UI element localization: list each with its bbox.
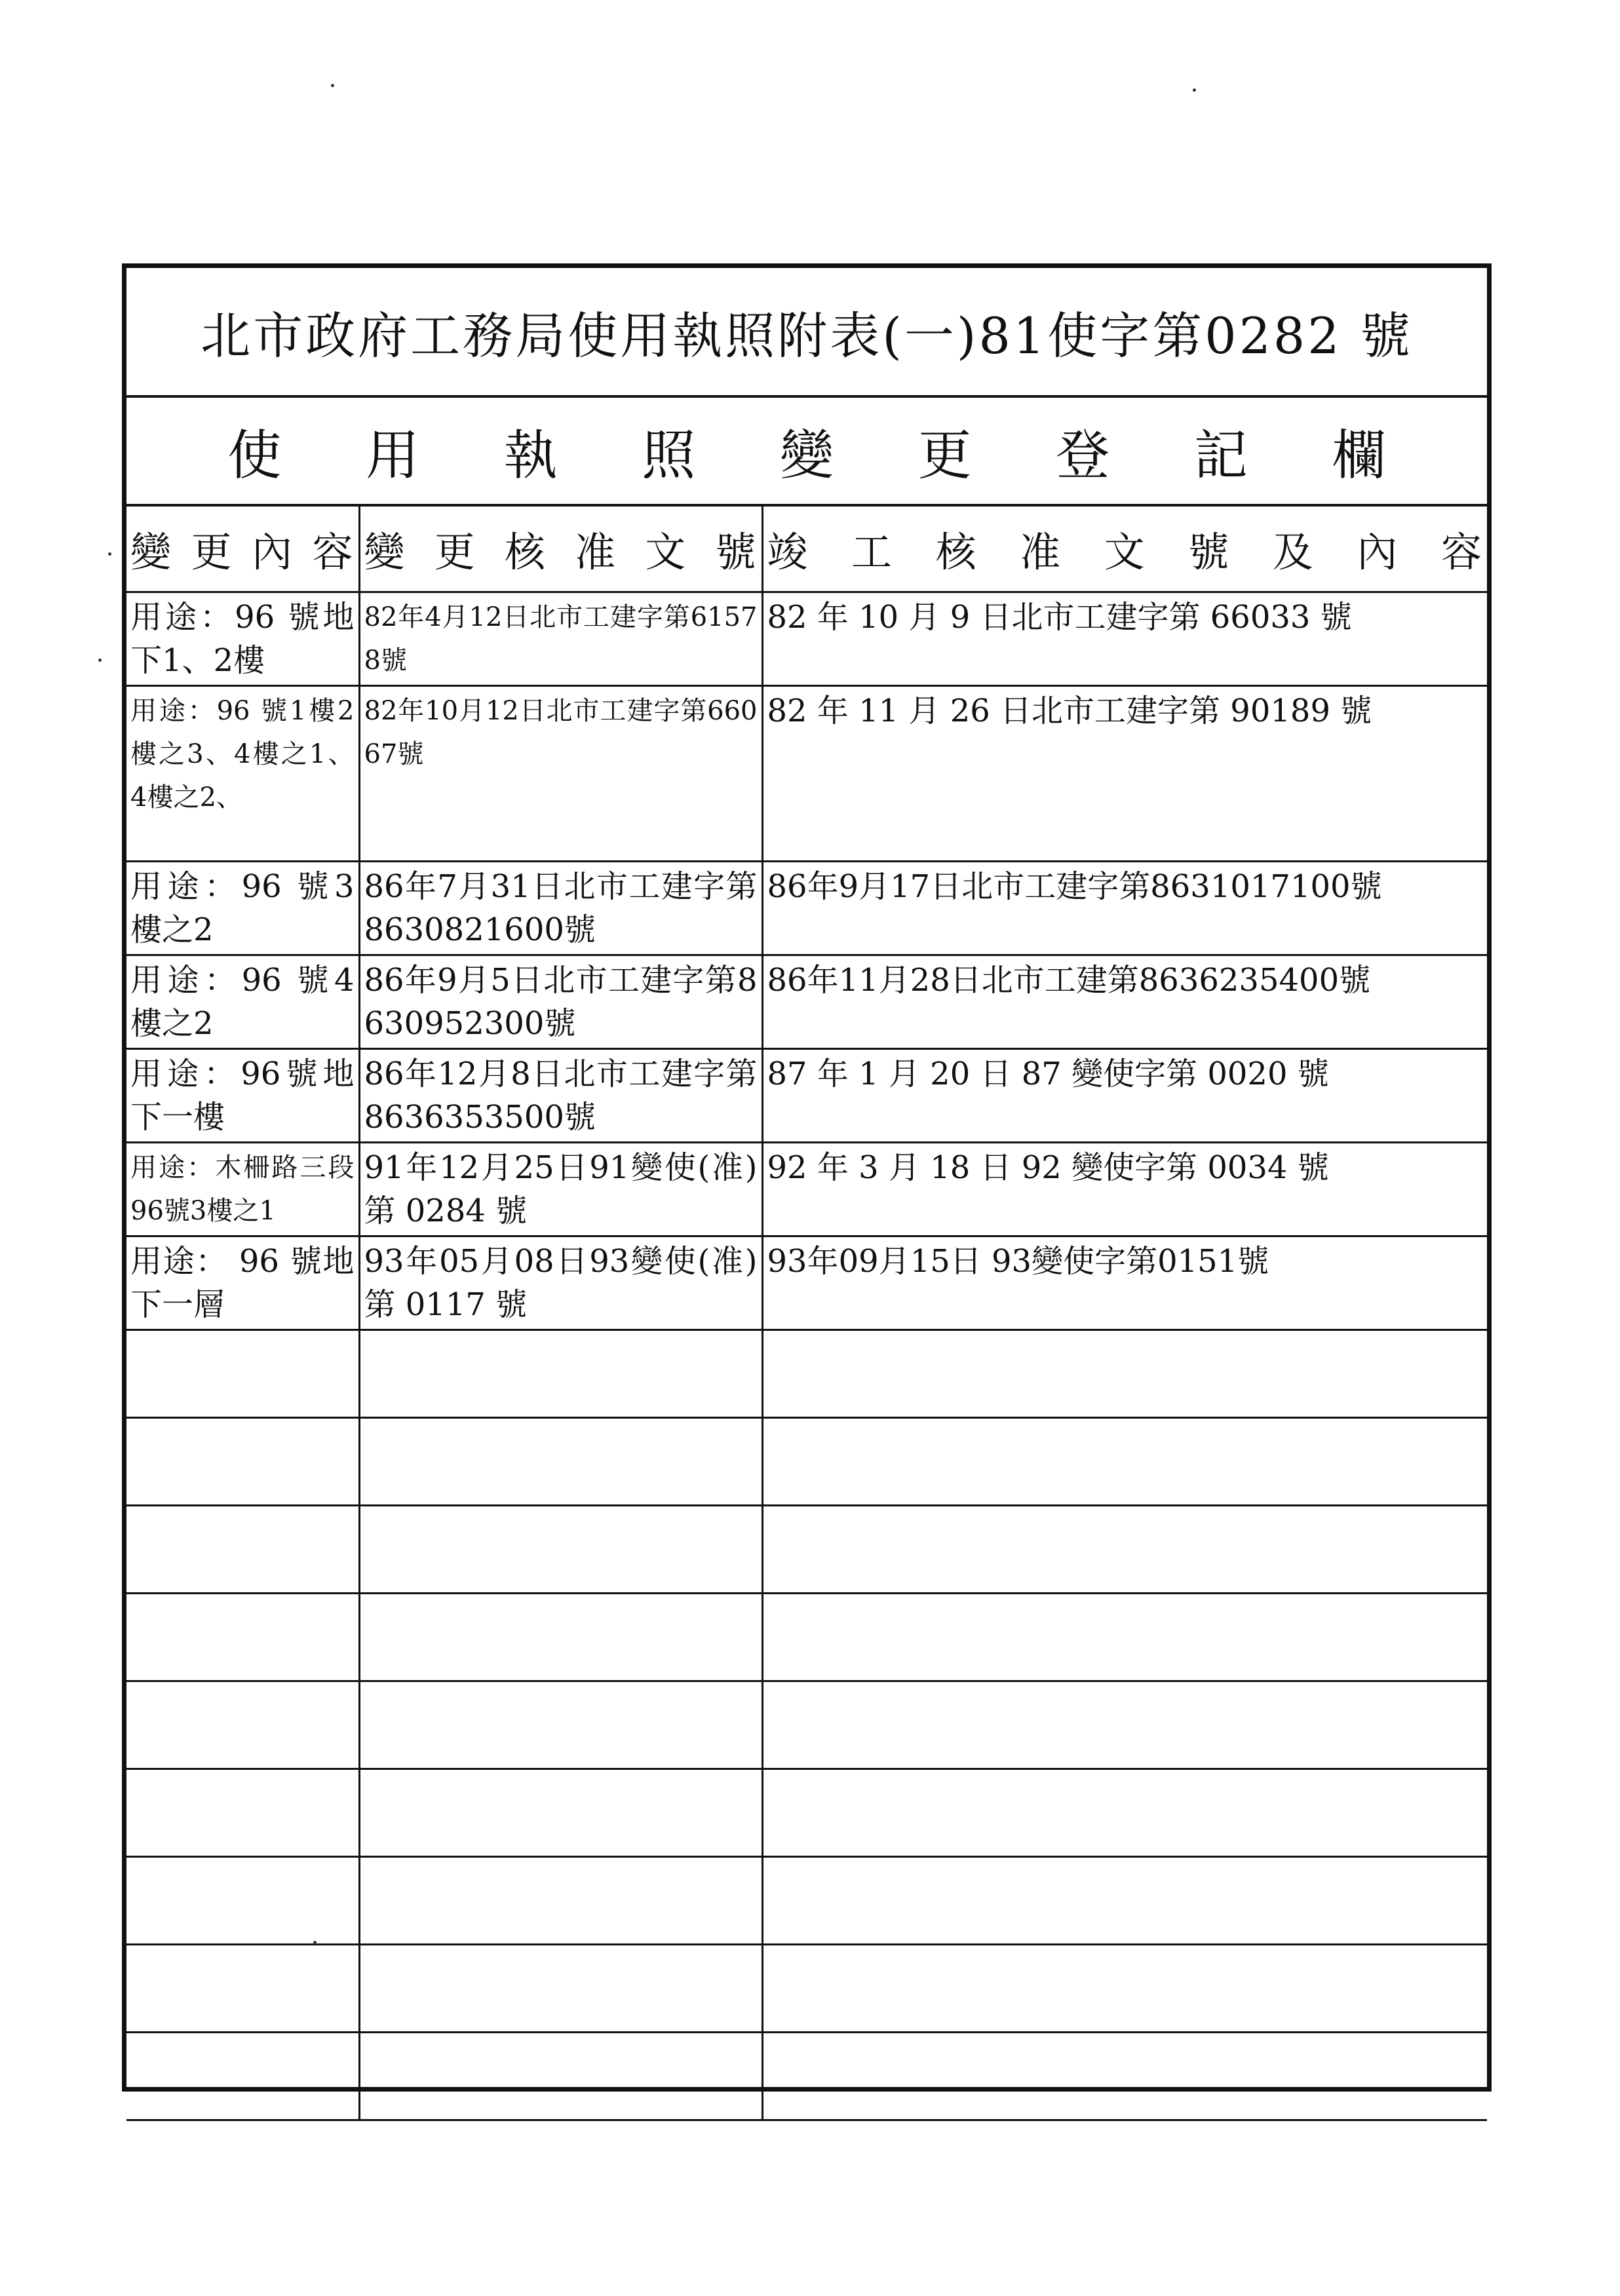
approval-number-cell: 82年4月12日北市工建字第61578號 bbox=[359, 592, 762, 685]
empty-table-row bbox=[126, 1417, 1487, 1505]
empty-cell bbox=[762, 1769, 1487, 1856]
table-row bbox=[126, 685, 1487, 861]
empty-cell bbox=[126, 1681, 359, 1769]
subtitle-char: 執 bbox=[503, 424, 558, 487]
empty-cell bbox=[359, 1505, 762, 1593]
change-content-cell: 用途：96 號1樓2樓之3、4樓之1、4樓之2、 bbox=[126, 685, 359, 861]
approval-number-cell: 93年05月08日93變使(准)第 0117 號 bbox=[359, 1236, 762, 1330]
form-subtitle bbox=[126, 398, 1487, 507]
empty-cell bbox=[126, 1856, 359, 1944]
approval-number-cell: 86年9月5日北市工建字第8630952300號 bbox=[359, 955, 762, 1048]
empty-cell bbox=[126, 1330, 359, 1417]
scan-speck bbox=[331, 84, 334, 87]
empty-cell bbox=[762, 1505, 1487, 1593]
empty-table-row bbox=[126, 1944, 1487, 2032]
empty-table-row bbox=[126, 1769, 1487, 1856]
table-row bbox=[126, 1236, 1487, 1330]
column-header-approval: 變更核准文號 bbox=[359, 507, 762, 592]
completion-cell: 93年09月15日 93變使字第0151號 bbox=[762, 1236, 1487, 1330]
subtitle-char: 照 bbox=[642, 424, 696, 487]
change-content-cell: 用途： 96 號地下一層 bbox=[126, 1236, 359, 1330]
empty-table-row bbox=[126, 1330, 1487, 1417]
table-row bbox=[126, 592, 1487, 685]
empty-cell bbox=[126, 1769, 359, 1856]
empty-table-row bbox=[126, 1856, 1487, 1944]
subtitle-char: 更 bbox=[917, 424, 972, 487]
completion-cell: 82 年 11 月 26 日北市工建字第 90189 號 bbox=[762, 685, 1487, 861]
empty-cell bbox=[762, 2032, 1487, 2120]
approval-number-cell: 91年12月25日91變使(准)第 0284 號 bbox=[359, 1142, 762, 1236]
change-content-cell: 用途：96 號3樓之2 bbox=[126, 861, 359, 955]
form-title-text: 北市政府工務局使用執照附表(一)81使字第0282 號 bbox=[201, 306, 1413, 365]
empty-cell bbox=[359, 2032, 762, 2120]
empty-table-row bbox=[126, 1593, 1487, 1681]
empty-cell bbox=[762, 1681, 1487, 1769]
empty-cell bbox=[359, 1944, 762, 2032]
approval-number-cell: 86年12月8日北市工建字第8636353500號 bbox=[359, 1048, 762, 1142]
completion-cell: 87 年 1 月 20 日 87 變使字第 0020 號 bbox=[762, 1048, 1487, 1142]
empty-cell bbox=[359, 1417, 762, 1505]
completion-cell: 86年11月28日北市工建第8636235400號 bbox=[762, 955, 1487, 1048]
empty-cell bbox=[762, 1856, 1487, 1944]
empty-cell bbox=[126, 1944, 359, 2032]
subtitle-char: 登 bbox=[1056, 424, 1110, 487]
approval-number-cell: 86年7月31日北市工建字第8630821600號 bbox=[359, 861, 762, 955]
table-row bbox=[126, 861, 1487, 955]
scan-speck bbox=[313, 1941, 317, 1944]
completion-cell: 86年9月17日北市工建字第8631017100號 bbox=[762, 861, 1487, 955]
empty-cell bbox=[762, 1330, 1487, 1417]
approval-number-cell: 82年10月12日北市工建字第66067號 bbox=[359, 685, 762, 861]
empty-cell bbox=[762, 1944, 1487, 2032]
subtitle-char: 變 bbox=[779, 424, 834, 487]
empty-cell bbox=[359, 1681, 762, 1769]
empty-cell bbox=[126, 1417, 359, 1505]
column-header-content: 變更內容 bbox=[126, 507, 359, 592]
empty-cell bbox=[126, 1593, 359, 1681]
scan-speck bbox=[1193, 88, 1196, 92]
table-header-row bbox=[126, 507, 1487, 592]
empty-cell bbox=[762, 1593, 1487, 1681]
subtitle-char: 記 bbox=[1193, 424, 1248, 487]
completion-cell: 92 年 3 月 18 日 92 變使字第 0034 號 bbox=[762, 1142, 1487, 1236]
empty-cell bbox=[359, 1330, 762, 1417]
table-row bbox=[126, 955, 1487, 1048]
subtitle-char: 使 bbox=[227, 424, 282, 487]
change-content-cell: 用途：96號地下一樓 bbox=[126, 1048, 359, 1142]
scan-speck bbox=[108, 552, 111, 556]
empty-table-row bbox=[126, 2032, 1487, 2120]
empty-cell bbox=[359, 1769, 762, 1856]
change-content-cell: 用途：96 號地下1、2樓 bbox=[126, 592, 359, 685]
empty-cell bbox=[359, 1856, 762, 1944]
empty-cell bbox=[126, 1505, 359, 1593]
subtitle-char: 用 bbox=[365, 424, 419, 487]
form-title bbox=[126, 268, 1487, 398]
empty-cell bbox=[126, 2032, 359, 2120]
change-register-table bbox=[126, 507, 1487, 2121]
table-row bbox=[126, 1142, 1487, 1236]
column-header-completion: 竣工核准文號及內容 bbox=[762, 507, 1487, 592]
empty-cell bbox=[762, 1417, 1487, 1505]
empty-cell bbox=[359, 1593, 762, 1681]
empty-table-row bbox=[126, 1681, 1487, 1769]
empty-table-row bbox=[126, 1505, 1487, 1593]
subtitle-char: 欄 bbox=[1332, 424, 1386, 487]
license-attachment-form bbox=[122, 263, 1492, 2092]
table-row bbox=[126, 1048, 1487, 1142]
scan-speck bbox=[98, 659, 102, 662]
change-content-cell: 用途：木柵路三段96號3樓之1 bbox=[126, 1142, 359, 1236]
change-content-cell: 用途：96 號4樓之2 bbox=[126, 955, 359, 1048]
completion-cell: 82 年 10 月 9 日北市工建字第 66033 號 bbox=[762, 592, 1487, 685]
